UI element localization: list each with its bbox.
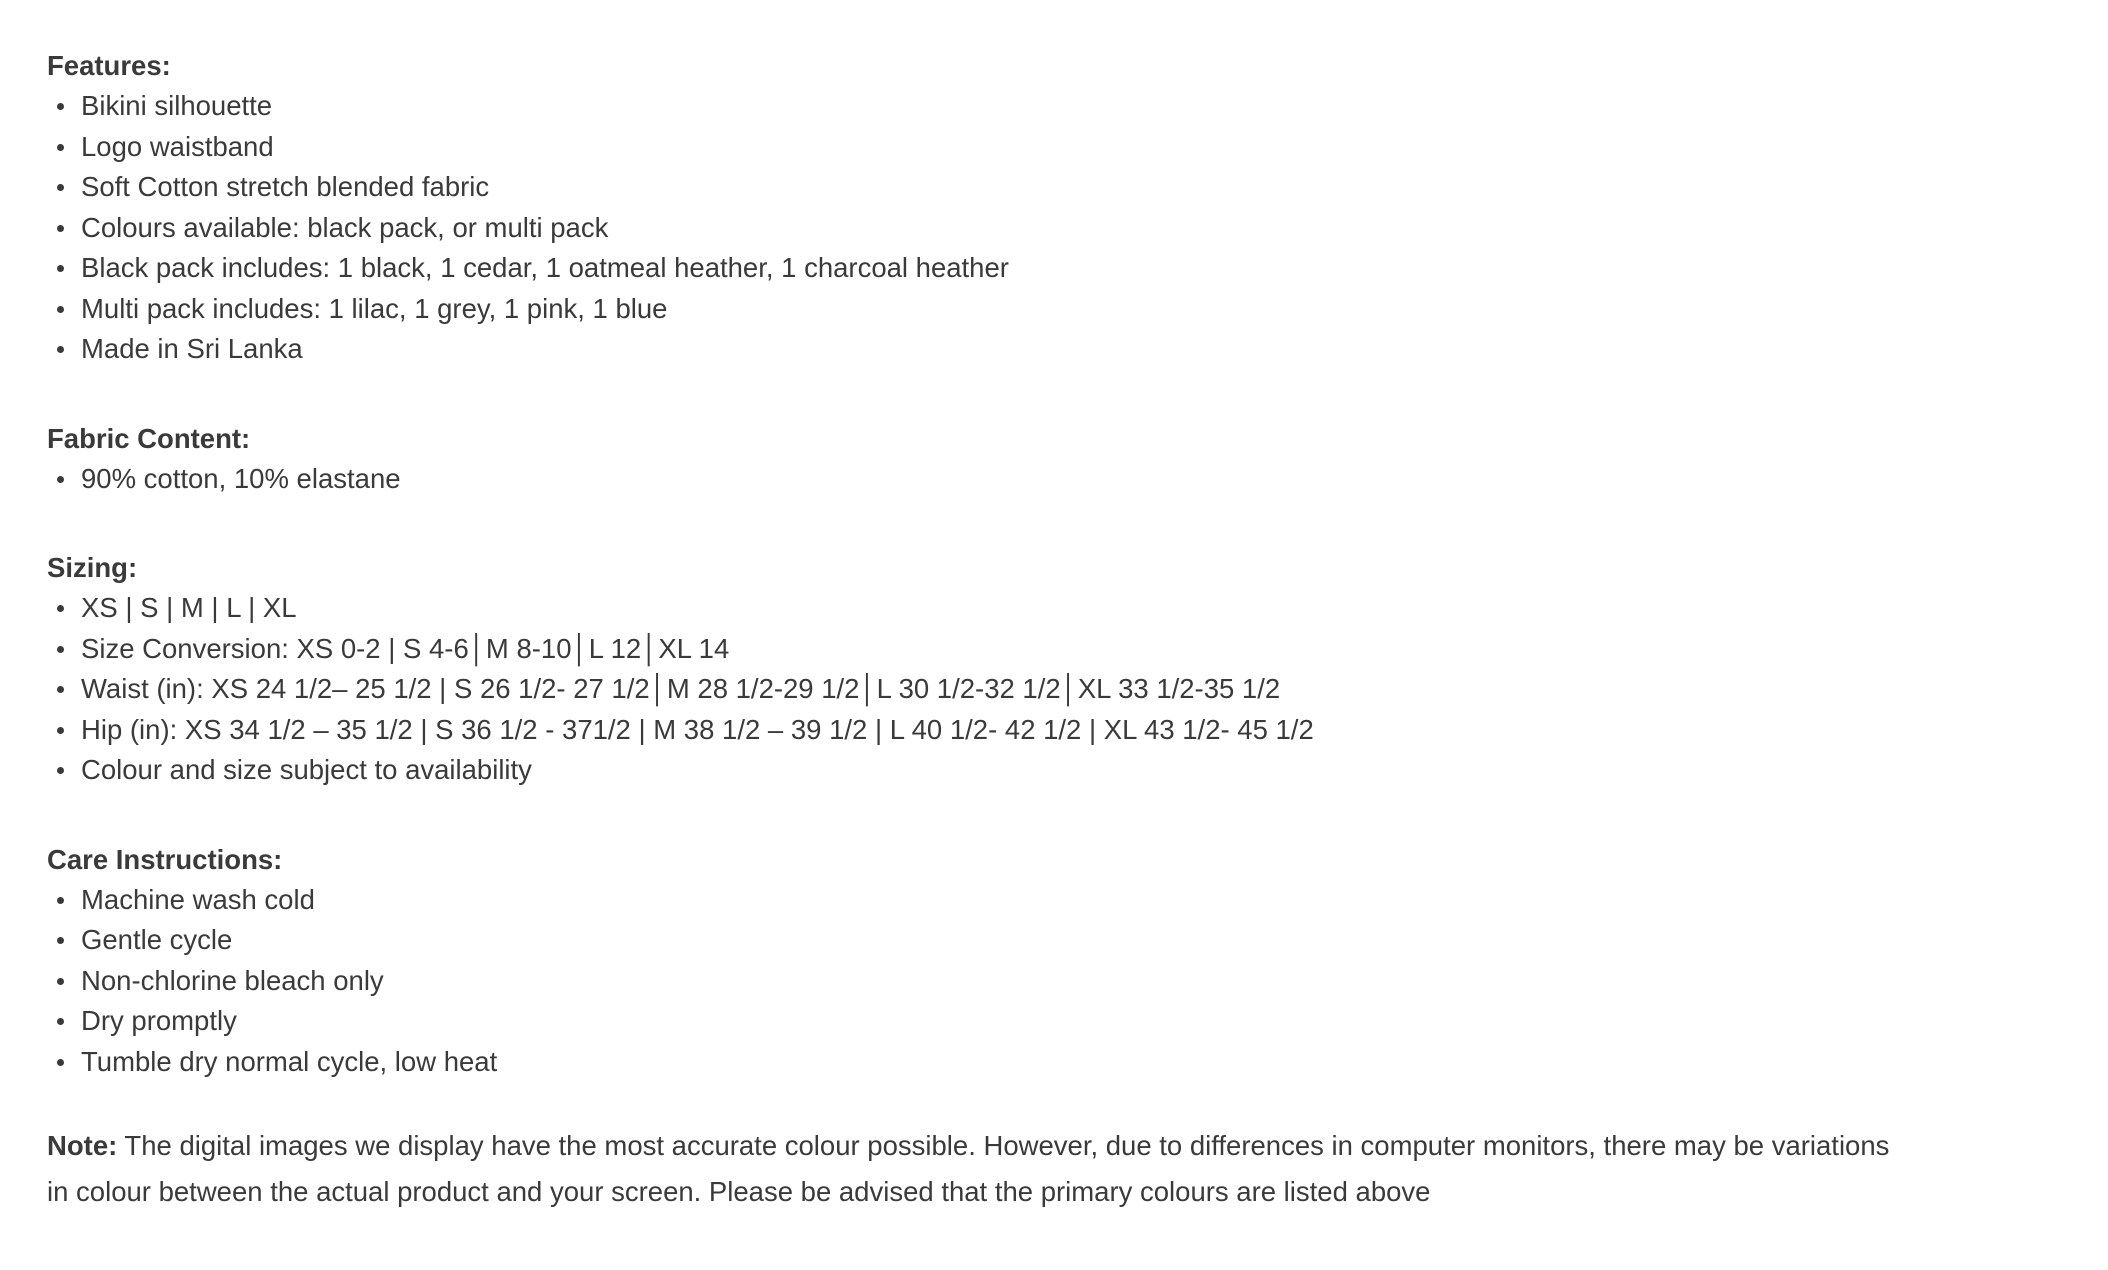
list-item [47, 329, 2007, 370]
list-item [47, 750, 2007, 791]
note-text: The digital images we display have the most accurate colour possible. However, due to differences in computer monitors, there may be variations in colour between the actual product and your screen. Please be advised that the primary colours are listed above [47, 1130, 1890, 1207]
list-item-text: Multi pack includes: 1 lilac, 1 grey, 1 pink, 1 blue [81, 292, 668, 324]
list-item-text: Machine wash cold [81, 883, 315, 915]
list-item-text: Size Conversion: XS 0-2 | S 4-6│M 8-10│L 12│XL 14 [81, 632, 730, 664]
list-item-text: Colours available: black pack, or multi pack [81, 211, 609, 243]
list-item [47, 961, 2007, 1002]
bullet-icon [57, 686, 64, 693]
care-instructions-heading: Care Instructions: [47, 843, 283, 875]
list-item [47, 248, 2007, 289]
features-list [47, 86, 2007, 370]
list-item [47, 127, 2007, 168]
list-item [47, 289, 2007, 330]
list-item-text: Bikini silhouette [81, 90, 273, 121]
features-heading: Features: [47, 50, 171, 81]
bullet-icon [57, 1059, 64, 1066]
bullet-icon [57, 646, 64, 653]
list-item-text: Non-chlorine bleach only [81, 964, 384, 996]
fabric-content-heading: Fabric Content: [47, 422, 251, 454]
list-item [47, 1042, 2007, 1083]
bullet-icon [57, 184, 64, 191]
list-item [47, 459, 2007, 500]
list-item-text: Soft Cotton stretch blended fabric [81, 171, 490, 202]
features-section [47, 46, 2007, 370]
list-item [47, 920, 2007, 961]
note-label: Note: [47, 1130, 118, 1161]
list-item-text: Black pack includes: 1 black, 1 cedar, 1 oatmeal heather, 1 charcoal heather [81, 252, 1009, 283]
list-item-text: Colour and size subject to availability [81, 754, 532, 785]
bullet-icon [57, 476, 64, 483]
list-item-text: Dry promptly [81, 1005, 237, 1036]
bullet-icon [57, 978, 64, 985]
list-item [47, 629, 2007, 670]
bullet-icon [57, 225, 64, 232]
list-item [47, 208, 2007, 249]
list-item [47, 588, 2007, 629]
fabric-content-list [47, 459, 2007, 500]
bullet-icon [57, 306, 64, 313]
sizing-section [47, 548, 2007, 791]
list-item-text: Logo waistband [81, 130, 274, 162]
sizing-heading: Sizing: [47, 552, 138, 583]
product-description [47, 46, 2007, 1243]
list-item-text: 90% cotton, 10% elastane [81, 462, 401, 494]
bullet-icon [57, 1018, 64, 1025]
bullet-icon [57, 897, 64, 904]
bullet-icon [57, 767, 64, 774]
list-item-text: XS | S | M | L | XL [81, 592, 297, 623]
fabric-content-section [47, 419, 2007, 500]
bullet-icon [57, 346, 64, 353]
bullet-icon [57, 144, 64, 151]
list-item-text: Tumble dry normal cycle, low heat [81, 1045, 498, 1077]
list-item [47, 167, 2007, 208]
list-item-text: Gentle cycle [81, 924, 233, 955]
bullet-icon [57, 727, 64, 734]
list-item [47, 1001, 2007, 1042]
bullet-icon [57, 103, 64, 110]
list-item [47, 86, 2007, 127]
list-item [47, 880, 2007, 921]
care-instructions-list [47, 880, 2007, 1083]
list-item-text: Waist (in): XS 24 1/2– 25 1/2 | S 26 1/2- 27 1/2│M 28 1/2-29 1/2│L 30 1/2-32 1/2│XL 33 1/2-35 1/2 [81, 673, 1281, 704]
list-item-text: Made in Sri Lanka [81, 333, 303, 364]
bullet-icon [57, 937, 64, 944]
sizing-list [47, 588, 2007, 791]
list-item-text: Hip (in): XS 34 1/2 – 35 1/2 | S 36 1/2 - 371/2 | M 38 1/2 – 39 1/2 | L 40 1/2- 42 1/2 | XL 43 1/2- 45 1/2 [81, 713, 1314, 745]
list-item [47, 669, 2007, 710]
note-paragraph [47, 1123, 1917, 1215]
bullet-icon [57, 265, 64, 272]
care-instructions-section [47, 840, 2007, 1083]
list-item [47, 710, 2007, 751]
bullet-icon [57, 605, 64, 612]
